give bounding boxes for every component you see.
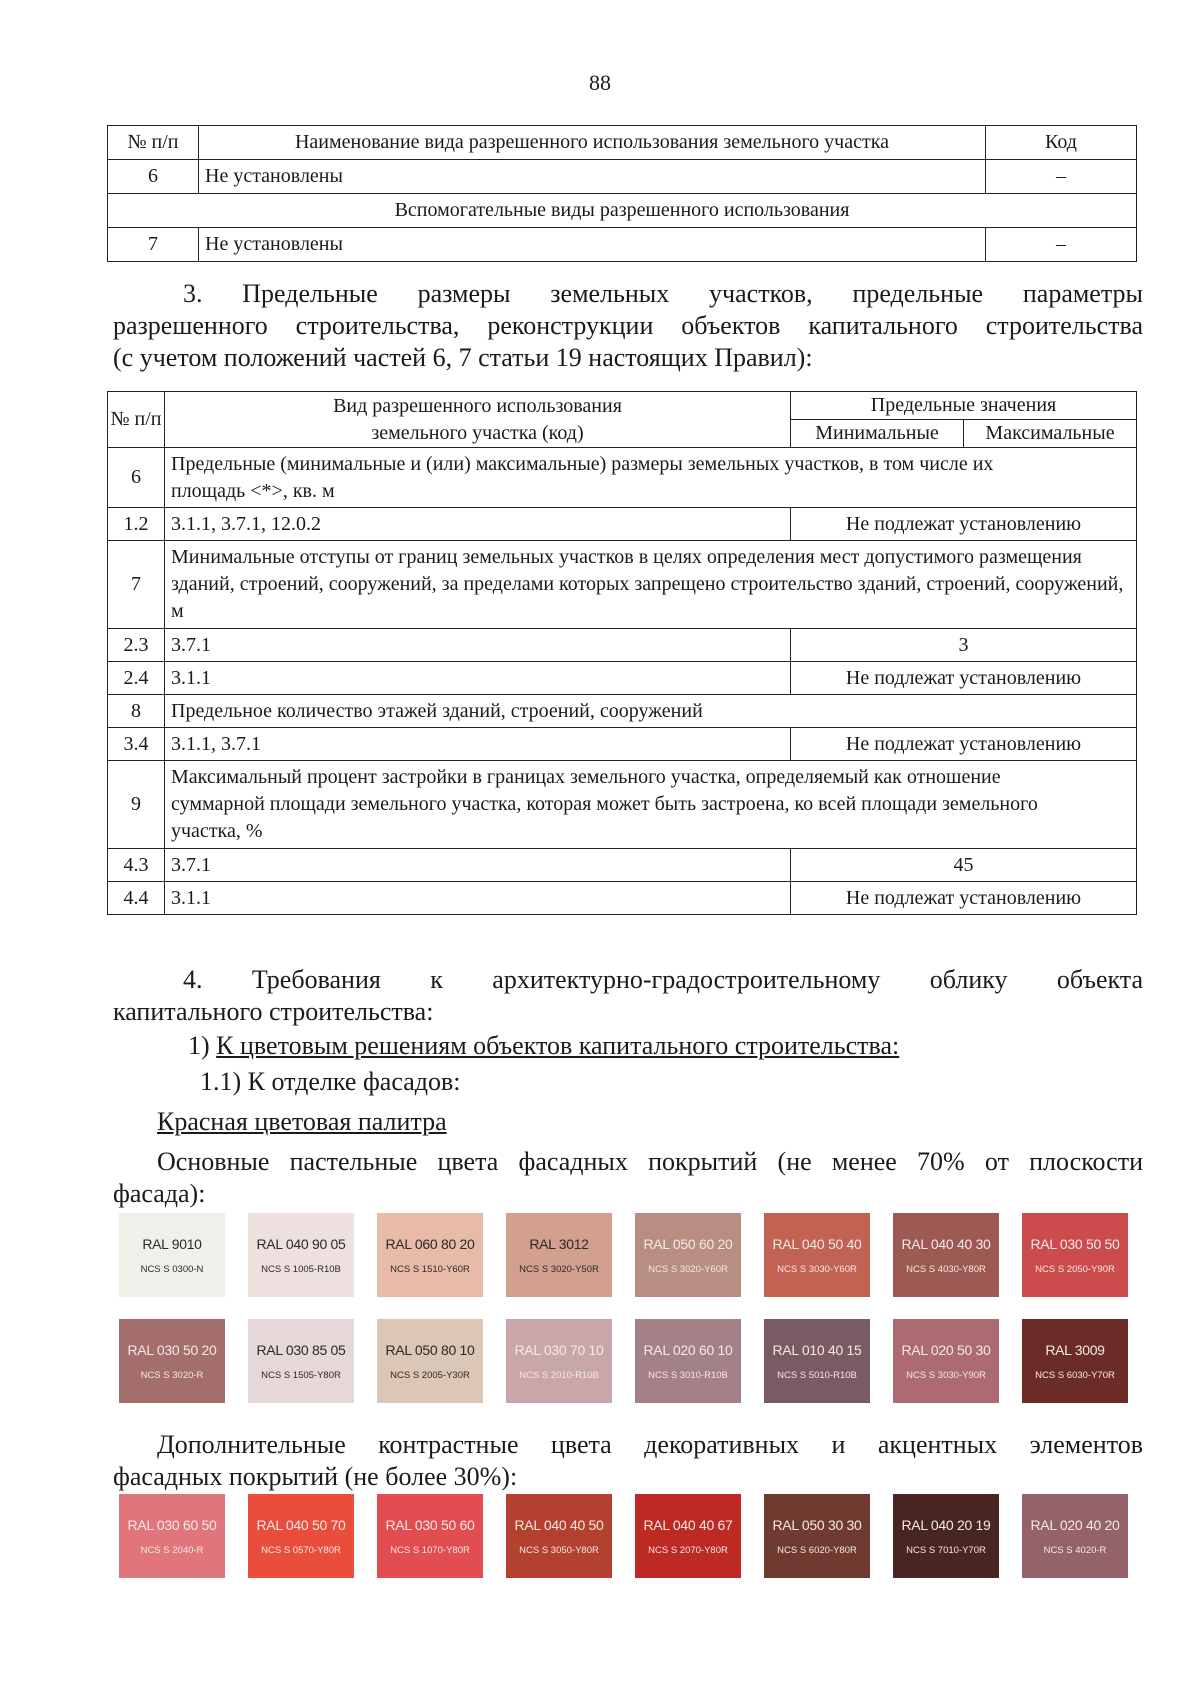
- color-swatch: [248, 1213, 354, 1297]
- swatch-ral-code: RAL 040 50 70: [256, 1516, 346, 1533]
- row-num: 7: [108, 541, 165, 629]
- row-value: 3: [791, 629, 1137, 662]
- swatch-ral-code: RAL 050 30 30: [772, 1516, 862, 1533]
- color-swatch: [1022, 1494, 1128, 1578]
- swatch-ral-code: RAL 020 50 30: [901, 1341, 991, 1358]
- row-code: 3.1.1, 3.7.1, 12.0.2: [165, 508, 791, 541]
- swatch-ncs-code: NCS S 3020-Y50R: [519, 1263, 599, 1275]
- row-description: Предельные (минимальные и (или) максимальные) размеры земельных участков, в том числе их площадь <*>, кв. м: [165, 448, 1137, 508]
- extra-colors-paragraph: [113, 1429, 1143, 1493]
- color-swatch: [248, 1494, 354, 1578]
- swatch-ncs-code: NCS S 2040-R: [140, 1544, 204, 1556]
- row-num: 2.3: [108, 629, 165, 662]
- header-type-line: земельного участка (код): [371, 421, 584, 444]
- table-header-row: [108, 126, 1137, 160]
- table-row: [108, 448, 1137, 508]
- row-num: 9: [108, 761, 165, 849]
- swatch-ral-code: RAL 040 20 19: [901, 1516, 991, 1533]
- swatch-ral-code: RAL 040 40 67: [643, 1516, 733, 1533]
- table-row: [108, 662, 1137, 695]
- swatch-ral-code: RAL 030 50 60: [385, 1516, 475, 1533]
- row-code: 3.7.1: [165, 849, 791, 882]
- table-row: [108, 761, 1137, 849]
- swatch-ral-code: RAL 020 40 20: [1030, 1516, 1120, 1533]
- header-type-line: Вид разрешенного использования: [333, 394, 622, 417]
- swatch-ncs-code: NCS S 3010-R10B: [648, 1369, 728, 1381]
- item1-heading: [188, 1030, 899, 1062]
- swatch-ncs-code: NCS S 5010-R10B: [777, 1369, 857, 1381]
- swatch-ncs-code: NCS S 1070-Y80R: [390, 1544, 470, 1556]
- table-row: [108, 541, 1137, 629]
- table-row: [108, 629, 1137, 662]
- header-code: Код: [986, 126, 1137, 160]
- color-swatch: [506, 1494, 612, 1578]
- table-header-row: [108, 392, 1137, 420]
- table-row: [108, 728, 1137, 761]
- swatch-ncs-code: NCS S 1510-Y60R: [390, 1263, 470, 1275]
- row-code: 3.1.1: [165, 882, 791, 915]
- palette-title: [157, 1106, 447, 1138]
- color-swatch: [893, 1494, 999, 1578]
- header-num: № п/п: [108, 392, 165, 448]
- section4-paragraph: [113, 964, 1143, 1028]
- color-swatch: [506, 1213, 612, 1297]
- swatch-ncs-code: NCS S 1505-Y80R: [261, 1369, 341, 1381]
- swatch-ncs-code: NCS S 3050-Y80R: [519, 1544, 599, 1556]
- swatch-ral-code: RAL 9010: [142, 1235, 202, 1252]
- row-code: –: [986, 160, 1137, 194]
- item1-number: 1): [188, 1031, 210, 1060]
- swatch-ral-code: RAL 010 40 15: [772, 1341, 862, 1358]
- swatch-ral-code: RAL 020 60 10: [643, 1341, 733, 1358]
- color-swatch: [1022, 1213, 1128, 1297]
- header-min: Минимальные: [791, 420, 964, 448]
- row-num: 6: [108, 448, 165, 508]
- swatch-ncs-code: NCS S 4030-Y80R: [906, 1263, 986, 1275]
- header-limits: Предельные значения: [791, 392, 1137, 420]
- table-row: [108, 695, 1137, 728]
- color-swatch: [506, 1319, 612, 1403]
- row-value: 45: [791, 849, 1137, 882]
- swatch-ncs-code: NCS S 1005-R10B: [261, 1263, 341, 1275]
- palette-title-text: Красная цветовая палитра: [157, 1107, 447, 1136]
- color-swatch: [377, 1213, 483, 1297]
- row-num: 4.4: [108, 882, 165, 915]
- swatch-ral-code: RAL 040 50 40: [772, 1235, 862, 1252]
- section3-line: разрешенного строительства, реконструкции объектов капитального строительства: [113, 311, 1143, 340]
- swatch-ncs-code: NCS S 7010-Y70R: [906, 1544, 986, 1556]
- section3-paragraph: [113, 278, 1143, 374]
- row-value: Не подлежат установлению: [791, 882, 1137, 915]
- swatch-ncs-code: NCS S 3020-Y60R: [648, 1263, 728, 1275]
- swatch-ral-code: RAL 3012: [529, 1235, 589, 1252]
- main-colors-paragraph: [113, 1146, 1143, 1210]
- swatch-ncs-code: NCS S 6030-Y70R: [1035, 1369, 1115, 1381]
- page-number: 88: [589, 70, 611, 95]
- color-swatch: [893, 1319, 999, 1403]
- swatch-ncs-code: NCS S 3030-Y60R: [777, 1263, 857, 1275]
- color-swatch: [119, 1319, 225, 1403]
- row-description: Минимальные отступы от границ земельных участков в целях определения мест допустимого размещения зданий, строений, сооружений, за пределами которых запрещено строительство зданий, строений, сооружений, м: [165, 541, 1137, 629]
- extra-colors-line: Дополнительные контрастные цвета декоративных и акцентных элементов: [157, 1430, 1143, 1459]
- row-code: –: [986, 228, 1137, 262]
- header-num: № п/п: [108, 126, 199, 160]
- swatch-ral-code: RAL 040 90 05: [256, 1235, 346, 1252]
- row-num: 4.3: [108, 849, 165, 882]
- color-swatch: [248, 1319, 354, 1403]
- row-name: Не установлены: [199, 160, 986, 194]
- row-description: Максимальный процент застройки в границах земельного участка, определяемый как отношение суммарной площади земельного участка, которая может быть застроена, ко всей площади земельного участка, %: [165, 761, 1137, 849]
- color-swatch: [635, 1213, 741, 1297]
- swatch-ncs-code: NCS S 6020-Y80R: [777, 1544, 857, 1556]
- header-max: Максимальные: [964, 420, 1137, 448]
- swatch-ral-code: RAL 060 80 20: [385, 1235, 475, 1252]
- swatch-ncs-code: NCS S 4020-R: [1043, 1544, 1107, 1556]
- swatch-ral-code: RAL 030 60 50: [127, 1516, 217, 1533]
- row-num: 1.2: [108, 508, 165, 541]
- color-swatch: [377, 1494, 483, 1578]
- swatch-ral-code: RAL 050 60 20: [643, 1235, 733, 1252]
- main-colors-line: фасада):: [113, 1179, 206, 1208]
- row-name: Не установлены: [199, 228, 986, 262]
- header-type: [165, 392, 791, 448]
- row-num: 3.4: [108, 728, 165, 761]
- color-swatch: [764, 1319, 870, 1403]
- limits-table: [107, 391, 1137, 915]
- table-row: [108, 508, 1137, 541]
- swatch-ral-code: RAL 030 50 50: [1030, 1235, 1120, 1252]
- row-num: 8: [108, 695, 165, 728]
- swatch-ncs-code: NCS S 2070-Y80R: [648, 1544, 728, 1556]
- color-swatch: [1022, 1319, 1128, 1403]
- row-description: Предельное количество этажей зданий, строений, сооружений: [165, 695, 1137, 728]
- swatch-ral-code: RAL 030 85 05: [256, 1341, 346, 1358]
- section3-line: (с учетом положений частей 6, 7 статьи 19 настоящих Правил):: [113, 343, 813, 372]
- color-swatch: [635, 1494, 741, 1578]
- swatch-ral-code: RAL 040 40 30: [901, 1235, 991, 1252]
- swatch-ncs-code: NCS S 0300-N: [140, 1263, 204, 1275]
- extra-colors-line: фасадных покрытий (не более 30%):: [113, 1462, 518, 1491]
- swatch-ncs-code: NCS S 2010-R10B: [519, 1369, 599, 1381]
- color-swatch: [764, 1213, 870, 1297]
- row-num: 7: [108, 228, 199, 262]
- swatch-ral-code: RAL 030 50 20: [127, 1341, 217, 1358]
- swatch-ral-code: RAL 3009: [1045, 1341, 1105, 1358]
- row-code: 3.7.1: [165, 629, 791, 662]
- color-swatch: [119, 1494, 225, 1578]
- table-row: [108, 228, 1137, 262]
- land-use-table: [107, 125, 1137, 262]
- color-swatch: [377, 1319, 483, 1403]
- section-title: Вспомогательные виды разрешенного использования: [108, 194, 1137, 228]
- swatch-ncs-code: NCS S 2005-Y30R: [390, 1369, 470, 1381]
- row-value: Не подлежат установлению: [791, 508, 1137, 541]
- swatch-ncs-code: NCS S 2050-Y90R: [1035, 1263, 1115, 1275]
- section4-line: 4. Требования к архитектурно-градостроительному облику объекта: [183, 965, 1143, 994]
- color-swatch: [119, 1213, 225, 1297]
- color-swatch: [893, 1213, 999, 1297]
- row-value: Не подлежат установлению: [791, 662, 1137, 695]
- swatch-ral-code: RAL 050 80 10: [385, 1341, 475, 1358]
- color-swatch: [635, 1319, 741, 1403]
- section4-line: капитального строительства:: [113, 997, 434, 1026]
- table-section-row: [108, 194, 1137, 228]
- item1-text: К цветовым решениям объектов капитального строительства:: [216, 1031, 900, 1060]
- table-row: [108, 849, 1137, 882]
- row-num: 6: [108, 160, 199, 194]
- item11-heading: 1.1) К отделке фасадов:: [200, 1067, 461, 1096]
- row-code: 3.1.1, 3.7.1: [165, 728, 791, 761]
- swatch-ncs-code: NCS S 0570-Y80R: [261, 1544, 341, 1556]
- swatch-ncs-code: NCS S 3020-R: [140, 1369, 204, 1381]
- swatch-ral-code: RAL 040 40 50: [514, 1516, 604, 1533]
- color-swatch: [764, 1494, 870, 1578]
- swatch-ral-code: RAL 030 70 10: [514, 1341, 604, 1358]
- row-value: Не подлежат установлению: [791, 728, 1137, 761]
- swatch-ncs-code: NCS S 3030-Y90R: [906, 1369, 986, 1381]
- row-num: 2.4: [108, 662, 165, 695]
- row-code: 3.1.1: [165, 662, 791, 695]
- header-name: Наименование вида разрешенного использования земельного участка: [199, 126, 986, 160]
- table-row: [108, 882, 1137, 915]
- table-row: [108, 160, 1137, 194]
- main-colors-line: Основные пастельные цвета фасадных покрытий (не менее 70% от плоскости: [157, 1147, 1143, 1176]
- section3-line: 3. Предельные размеры земельных участков, предельные параметры: [183, 279, 1143, 308]
